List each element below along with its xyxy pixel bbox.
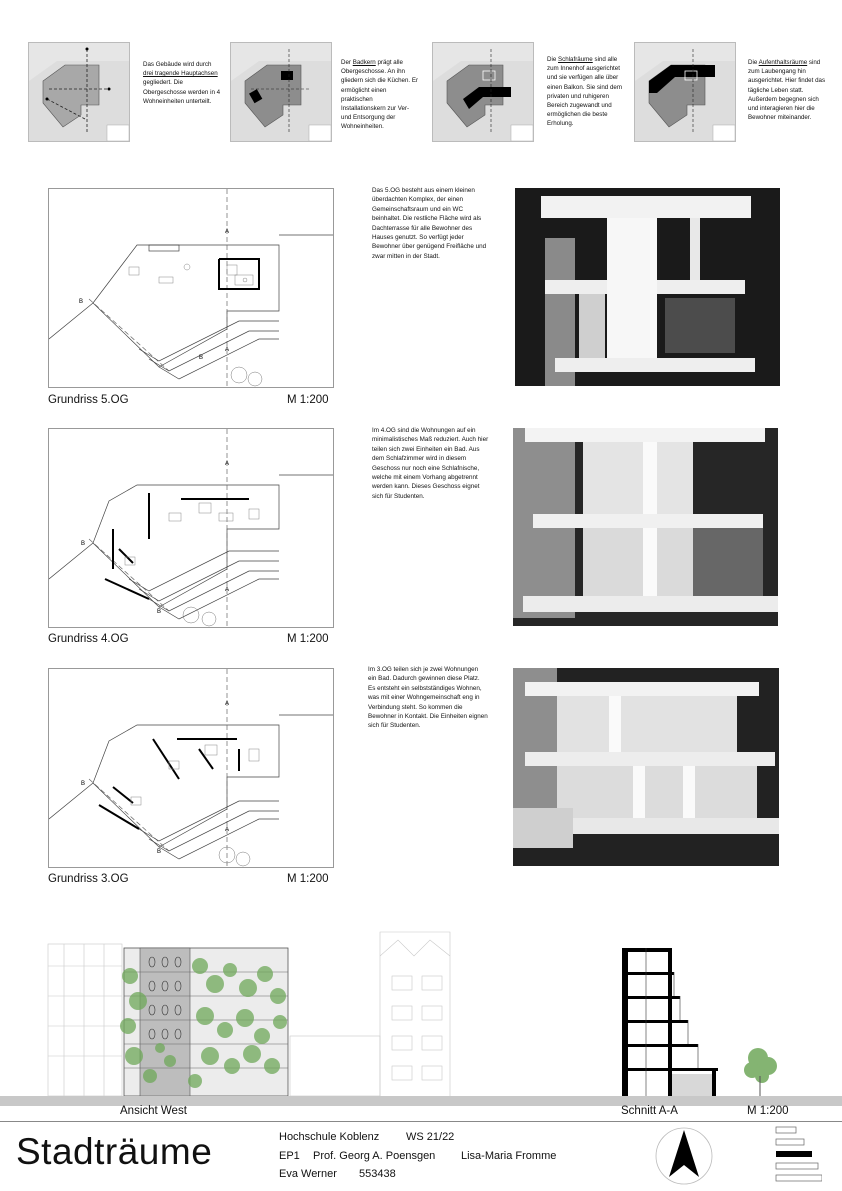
diagram-2-text: Der Badkern prägt alle Obergeschosse. An ihn gliedern sich die Küchen. Er ermöglicht einen praktischen Installationskern zur Ver- und Entsorgung der Wohneinheiten. [341, 59, 419, 131]
diagram-4-text: Die Aufenthaltsräume sind zum Laubengang hin ausgerichtet. Hier findet das tägliche Leben statt. Außerdem begegnen sich und interagieren hier die Bewohner miteinander. [748, 59, 826, 122]
section-mark-a-bottom: A [225, 347, 230, 353]
plan-4og-caption: Grundriss 4.OG [48, 633, 129, 645]
section-mark-a-top: A [225, 461, 230, 467]
plan-4og-text: Im 4.OG sind die Wohnungen auf ein minimalistisches Maß reduziert. Auch hier teilen sich zwei Einheiten ein Bad. Aus dem Schlafzimmer wird in diesem Geschoss nur noch eine Schlafnische, welche mit einem Vorhang abgetrennt werden kann. Dieses Geschoss eignet sich für Studenten. [372, 427, 489, 500]
section-mark-a-top: A [225, 701, 230, 707]
plan-5og-caption: Grundriss 5.OG [48, 394, 129, 406]
bath-core-diagram [230, 42, 332, 142]
plan-4og-scale: M 1:200 [287, 633, 329, 645]
elevation-west-drawing [0, 926, 842, 1106]
diagram-1-text: Das Gebäude wird durch drei tragende Hauptachsen gegliedert. Die Obergeschosse werden in 4 Wohneinheiten unterteilt. [143, 61, 221, 105]
footer-term: WS 21/22 [406, 1131, 455, 1143]
model-photo-5og [515, 188, 780, 386]
section-caption: Schnitt A-A [621, 1105, 678, 1117]
footer-course: EP1 [279, 1150, 300, 1162]
plan-3og-scale: M 1:200 [287, 873, 329, 885]
section-mark-b-left: B [81, 781, 86, 787]
section-mark-b-right: B [199, 355, 204, 361]
model-photo-4og [513, 428, 778, 626]
structure-axes-diagram [28, 42, 130, 142]
diagram-3-text: Die Schlafräume sind alle zum Innenhof ausgerichtet und sie verfügen alle über einen Balkon. Sie sind dem privaten und ruhigeren Bereich zugewandt und ermöglichen die beste Erholung. [547, 56, 622, 128]
plan-3og-caption: Grundriss 3.OG [48, 873, 129, 885]
plan-5og-scale: M 1:200 [287, 394, 329, 406]
floor-plan-3og [48, 668, 334, 868]
section-a-a-drawing [622, 948, 777, 1096]
plan-5og-text: Das 5.OG besteht aus einem kleinen überdachten Komplex, der einen Gemeinschaftsraum und ein WC beinhaltet. Die restliche Fläche wird als Dachterrasse für alle Bewohner des Hauses genutzt. So verfügt jeder Bewohner über genügend Freifläche und zwar mitten in der Stadt. [372, 187, 487, 260]
section-mark-b-right: B [157, 849, 162, 855]
footer-professor: Prof. Georg A. Poensgen [313, 1150, 436, 1162]
living-rooms-diagram [634, 42, 736, 142]
section-mark-a-bottom: A [225, 587, 230, 593]
north-arrow-icon [655, 1127, 713, 1185]
footer-divider [0, 1121, 842, 1122]
elevation-caption: Ansicht West [120, 1105, 187, 1117]
footer-author-2: Eva Werner [279, 1168, 337, 1180]
section-mark-b-left: B [81, 541, 86, 547]
model-photo-3og [513, 668, 779, 866]
page-title: Stadträume [16, 1131, 213, 1172]
floor-plan-4og [48, 428, 334, 628]
floor-plan-5og [48, 188, 334, 388]
plan-3og-text: Im 3.OG teilen sich je zwei Wohnungen ein Bad. Dadurch gewinnen diese Platz. Es entsteht ein selbstständiges Wohnen, was mit einer Wohngemeinschaft eng in Verbindung steht. So kommen die Bewohner in Kontakt. Die Einheiten eignen sich für Studenten. [368, 666, 488, 730]
footer-school: Hochschule Koblenz [279, 1131, 380, 1143]
bedrooms-diagram [432, 42, 534, 142]
footer-student-id: 553438 [359, 1168, 396, 1180]
section-scale: M 1:200 [747, 1105, 789, 1117]
scale-bar-icon [772, 1126, 822, 1186]
section-mark-b-left: B [79, 299, 84, 305]
section-mark-a-bottom: A [225, 827, 230, 833]
section-mark-a-top: A [225, 229, 230, 235]
section-mark-b-right: B [157, 609, 162, 615]
footer-author-1: Lisa-Maria Fromme [461, 1150, 557, 1162]
